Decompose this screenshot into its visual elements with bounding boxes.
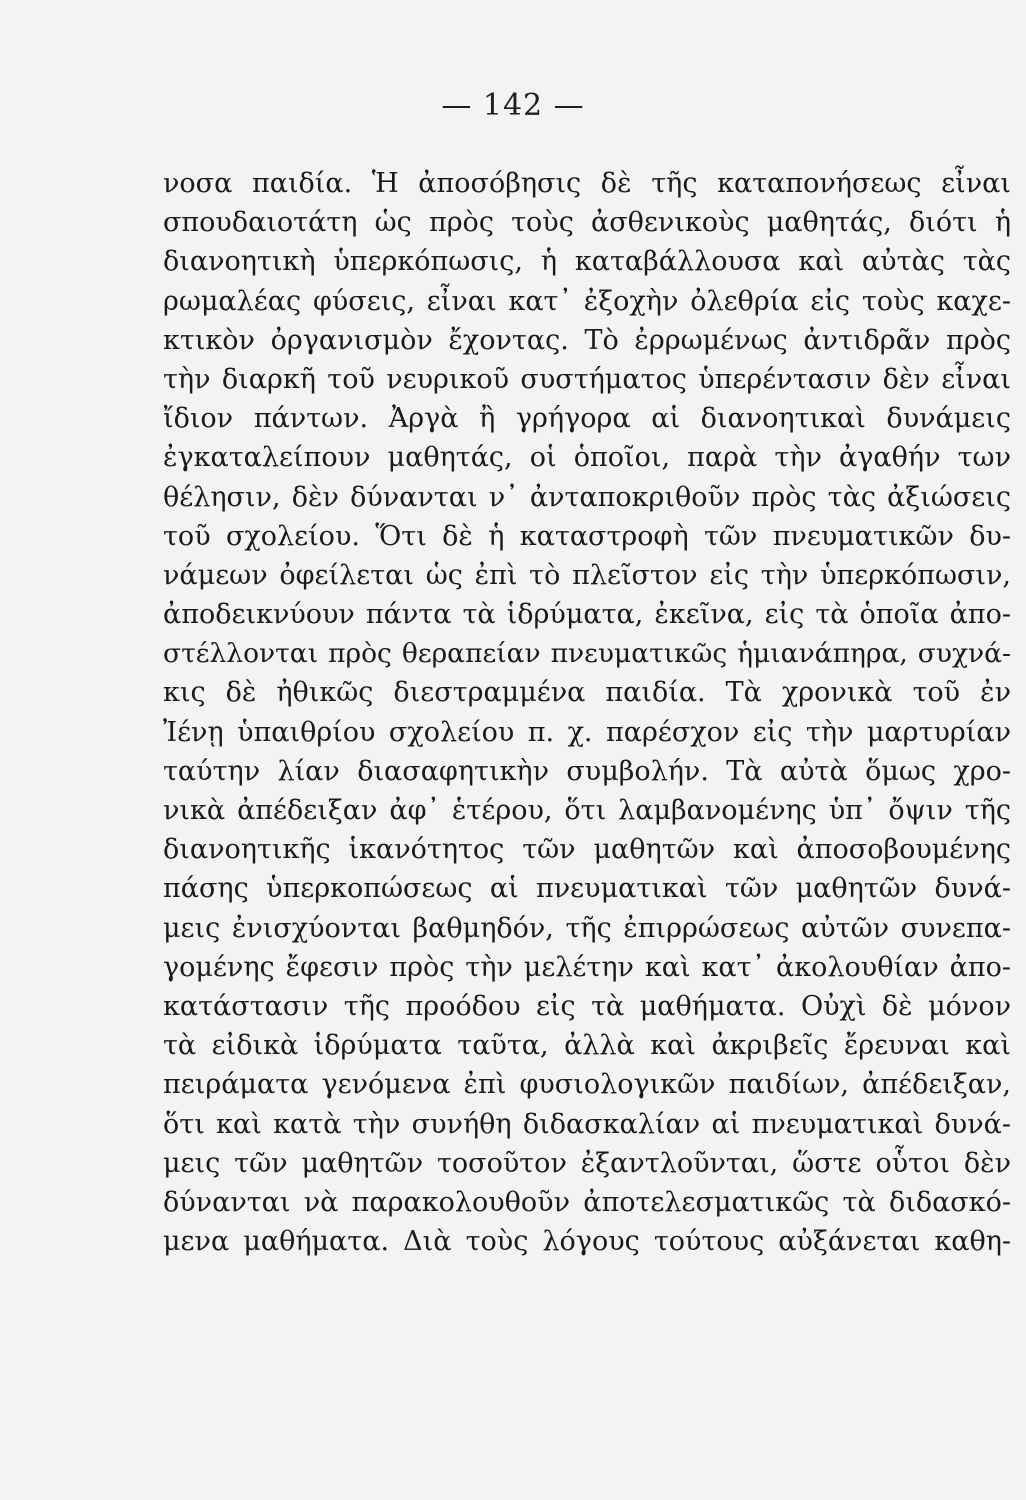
text-line: μεις τῶν μαθητῶν τοσοῦτον ἐξαντλοῦνται, ὥστε οὗτοι δὲν xyxy=(163,1147,1011,1179)
text-line: ὅτι καὶ κατὰ τὴν συνήθη διδασκαλίαν αἱ πνευματικαὶ δυνά- xyxy=(163,1108,1011,1140)
text-line: δύνανται νὰ παρακολουθοῦν ἀποτελεσματικῶς τὰ διδασκό- xyxy=(163,1186,1011,1218)
text-line: θέλησιν, δὲν δύνανται ν᾽ ἀνταποκριθοῦν πρὸς τὰς ἀξιώσεις xyxy=(163,481,1011,513)
text-line: σπουδαιοτάτη ὡς πρὸς τοὺς ἀσθενικοὺς μαθητάς, διότι ἡ xyxy=(163,207,1011,239)
text-line: Ἰένῃ ὑπαιθρίου σχολείου π. χ. παρέσχον εἰς τὴν μαρτυρίαν xyxy=(163,716,1011,748)
text-line: νικὰ ἀπέδειξαν ἀφ᾽ ἑτέρου, ὅτι λαμβανομένης ὑπ᾽ ὄψιν τῆς xyxy=(163,795,1011,826)
text-line: γομένης ἔφεσιν πρὸς τὴν μελέτην καὶ κατ᾽ ἀκολουθίαν ἀπο- xyxy=(163,951,1011,983)
text-line: ἐγκαταλείπουν μαθητάς, οἱ ὁποῖοι, παρὰ τὴν ἀγαθήν των xyxy=(163,442,1011,474)
page-number: — 142 — xyxy=(441,88,585,123)
text-line: διανοητικὴ ὑπερκόπωσις, ἡ καταβάλλουσα καὶ αὐτὰς τὰς xyxy=(163,246,1011,278)
text-line: μεις ἐνισχύονται βαθμηδόν, τῆς ἐπιρρώσεως αὐτῶν συνεπα- xyxy=(163,912,1011,944)
text-line: κις δὲ ἠθικῶς διεστραμμένα παιδία. Τὰ χρονικὰ τοῦ ἐν xyxy=(163,677,1011,709)
text-line: πειράματα γενόμενα ἐπὶ φυσιολογικῶν παιδίων, ἀπέδειξαν, xyxy=(163,1069,1011,1101)
text-line: στέλλονται πρὸς θεραπείαν πνευματικῶς ἡμιανάπηρα, συχνά- xyxy=(163,638,1011,670)
text-line: τοῦ σχολείου. Ὅτι δὲ ἡ καταστροφὴ τῶν πνευματικῶν δυ- xyxy=(163,520,1011,552)
text-line: τὰ εἰδικὰ ἱδρύματα ταῦτα, ἀλλὰ καὶ ἀκριβεῖς ἔρευναι καὶ xyxy=(163,1030,1011,1062)
text-line: ταύτην λίαν διασαφητικὴν συμβολήν. Τὰ αὐτὰ ὅμως χρο- xyxy=(163,755,1011,787)
text-line: ἴδιον πάντων. Ἀργὰ ἢ γρήγορα αἱ διανοητικαὶ δυνάμεις xyxy=(163,403,1011,435)
text-line: κατάστασιν τῆς προόδου εἰς τὰ μαθήματα. Οὐχὶ δὲ μόνον xyxy=(163,990,1011,1022)
text-line: διανοητικῆς ἱκανότητος τῶν μαθητῶν καὶ ἀποσοβουμένης xyxy=(163,834,1011,866)
body-text xyxy=(163,164,1011,1261)
text-line: ρωμαλέας φύσεις, εἶναι κατ᾽ ἐξοχὴν ὀλεθρία εἰς τοὺς καχε- xyxy=(163,285,1011,317)
text-line: νάμεων ὀφείλεται ὡς ἐπὶ τὸ πλεῖστον εἰς τὴν ὑπερκόπωσιν, xyxy=(163,559,1011,591)
text-line: τὴν διαρκῆ τοῦ νευρικοῦ συστήματος ὑπερέντασιν δὲν εἶναι xyxy=(163,363,1011,395)
text-line: νοσα παιδία. Ἡ ἀποσόβησις δὲ τῆς καταπονήσεως εἶναι xyxy=(163,168,1011,199)
text-line: κτικὸν ὀργανισμὸν ἔχοντας. Τὸ ἐρρωμένως ἀντιδρᾶν πρὸς xyxy=(163,324,1011,356)
text-line: μενα μαθήματα. Διὰ τοὺς λόγους τούτους αὐξάνεται καθη- xyxy=(163,1226,1011,1258)
text-line: πάσης ὑπερκοπώσεως αἱ πνευματικαὶ τῶν μαθητῶν δυνά- xyxy=(163,873,1011,905)
text-line: ἀποδεικνύουν πάντα τὰ ἱδρύματα, ἐκεῖνα, εἰς τὰ ὁποῖα ἀπο- xyxy=(163,599,1011,631)
